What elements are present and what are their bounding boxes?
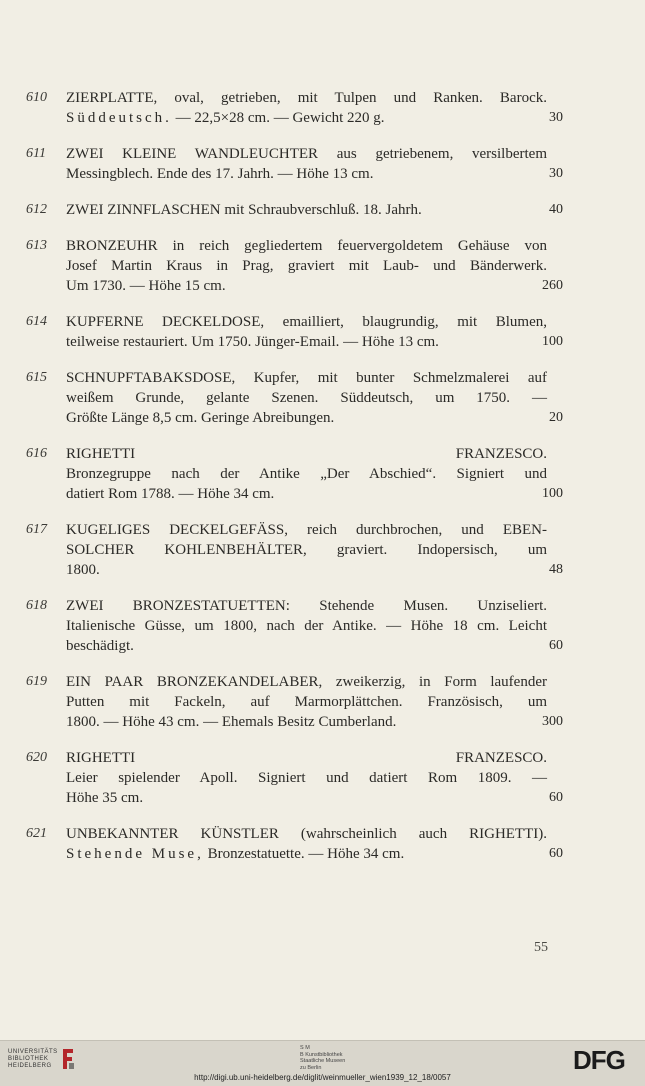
spaced-origin-text: Süddeutsch. bbox=[66, 110, 172, 126]
entry-text-line: weißem Grunde, gelante Szenen. Süddeutsch, um 1750. — bbox=[66, 390, 547, 406]
catalog-entry bbox=[0, 88, 563, 128]
entry-last-line bbox=[66, 844, 563, 864]
digitization-footer bbox=[0, 1040, 645, 1086]
lot-price: 60 bbox=[549, 790, 563, 805]
lot-number: 614 bbox=[26, 314, 47, 329]
museum-credit: S M B Kunstbibliothek Staatliche Museen zu Berlin bbox=[300, 1045, 346, 1071]
lot-price: 60 bbox=[549, 846, 563, 861]
entry-last-line bbox=[66, 408, 563, 428]
lot-price: 260 bbox=[542, 278, 563, 293]
catalog-entry bbox=[0, 144, 563, 184]
entry-last-line bbox=[66, 276, 563, 296]
lot-price: 60 bbox=[549, 638, 563, 653]
catalog-entry bbox=[0, 444, 563, 504]
spaced-origin-text: Stehende Muse, bbox=[66, 846, 204, 862]
entry-last-text: Höhe 35 cm. bbox=[66, 790, 144, 806]
catalog-entry bbox=[0, 596, 563, 656]
entry-last-line bbox=[66, 108, 563, 128]
entry-last-text: — 22,5×28 cm. — Gewicht 220 g. bbox=[171, 110, 385, 126]
lot-number: 612 bbox=[26, 202, 47, 217]
lot-number: 613 bbox=[26, 238, 47, 253]
source-url-link[interactable]: http://digi.ub.uni-heidelberg.de/diglit/weinmueller_wien1939_12_18/0057 bbox=[194, 1073, 451, 1082]
entry-last-line bbox=[66, 484, 563, 504]
lot-price: 40 bbox=[549, 202, 563, 217]
entry-text-line: RIGHETTI FRANZESCO. bbox=[66, 750, 547, 766]
entry-last-text: datiert Rom 1788. — Höhe 34 cm. bbox=[66, 486, 275, 502]
entry-last-text: Messingblech. Ende des 17. Jahrh. — Höhe 13 cm. bbox=[66, 166, 374, 182]
catalog-entry bbox=[0, 748, 563, 808]
catalog-entry bbox=[0, 200, 563, 220]
lot-number: 620 bbox=[26, 750, 47, 765]
entry-last-text: ZWEI ZINNFLASCHEN mit Schraubverschluß. 18. Jahrh. bbox=[66, 202, 422, 218]
catalog-entry bbox=[0, 824, 563, 864]
lot-price: 20 bbox=[549, 410, 563, 425]
lot-price: 100 bbox=[542, 334, 563, 349]
lot-price: 100 bbox=[542, 486, 563, 501]
entry-last-text: 1800. bbox=[66, 562, 100, 578]
entry-text-line: ZWEI BRONZESTATUETTEN: Stehende Musen. Unziseliert. bbox=[66, 598, 547, 614]
lot-price: 300 bbox=[542, 714, 563, 729]
entry-text-line: SOLCHER KOHLENBEHÄLTER, graviert. Indopersisch, um bbox=[66, 542, 547, 558]
entry-last-line bbox=[66, 636, 563, 656]
entry-last-line bbox=[66, 560, 563, 580]
lot-number: 619 bbox=[26, 674, 47, 689]
lot-number: 617 bbox=[26, 522, 47, 537]
lot-number: 610 bbox=[26, 90, 47, 105]
entry-last-line bbox=[66, 332, 563, 352]
entry-text-line: KUPFERNE DECKELDOSE, emailliert, blaugrundig, mit Blumen, bbox=[66, 314, 547, 330]
entry-text-line: ZWEI KLEINE WANDLEUCHTER aus getriebenem, versilbertem bbox=[66, 146, 547, 162]
lot-number: 611 bbox=[26, 146, 46, 161]
entry-text-line: Bronzegruppe nach der Antike „Der Abschied“. Signiert und bbox=[66, 466, 547, 482]
lot-number: 616 bbox=[26, 446, 47, 461]
entry-text-line: UNBEKANNTER KÜNSTLER (wahrscheinlich auch RIGHETTI). bbox=[66, 826, 547, 842]
entry-last-text: 1800. — Höhe 43 cm. — Ehemals Besitz Cumberland. bbox=[66, 714, 397, 730]
university-library-logo[interactable]: UNIVERSITÄTS BIBLIOTHEK HEIDELBERG bbox=[8, 1049, 58, 1069]
entry-last-text: teilweise restauriert. Um 1750. Jünger-Email. — Höhe 13 cm. bbox=[66, 334, 439, 350]
entry-text-line: Leier spielender Apoll. Signiert und datiert Rom 1809. — bbox=[66, 770, 547, 786]
lot-price: 48 bbox=[549, 562, 563, 577]
entry-last-line bbox=[66, 712, 563, 732]
dfg-logo[interactable]: DFG bbox=[573, 1045, 625, 1075]
entry-text-line: SCHNUPFTABAKSDOSE, Kupfer, mit bunter Schmelzmalerei auf bbox=[66, 370, 547, 386]
entry-last-line bbox=[66, 164, 563, 184]
entry-last-text: Um 1730. — Höhe 15 cm. bbox=[66, 278, 226, 294]
lot-price: 30 bbox=[549, 166, 563, 181]
entry-text-line: Putten mit Fackeln, auf Marmorplättchen. Französisch, um bbox=[66, 694, 547, 710]
entry-text-line: ZIERPLATTE, oval, getrieben, mit Tulpen und Ranken. Barock. bbox=[66, 90, 547, 106]
catalog-entries bbox=[0, 88, 645, 880]
entry-last-text: beschädigt. bbox=[66, 638, 134, 654]
entry-text-line: KUGELIGES DECKELGEFÄSS, reich durchbrochen, und EBEN- bbox=[66, 522, 547, 538]
catalog-entry bbox=[0, 236, 563, 296]
page-number: 55 bbox=[534, 940, 548, 955]
lot-number: 621 bbox=[26, 826, 47, 841]
entry-text-line: Josef Martin Kraus in Prag, graviert mit Laub- und Bänderwerk. bbox=[66, 258, 547, 274]
entry-text-line: EIN PAAR BRONZEKANDELABER, zweikerzig, in Form laufender bbox=[66, 674, 547, 690]
lot-number: 618 bbox=[26, 598, 47, 613]
catalog-entry bbox=[0, 368, 563, 428]
entry-last-line bbox=[66, 788, 563, 808]
heidelberg-mark-icon bbox=[60, 1047, 76, 1071]
entry-text-line: RIGHETTI FRANZESCO. bbox=[66, 446, 547, 462]
lot-price: 30 bbox=[549, 110, 563, 125]
catalog-entry bbox=[0, 520, 563, 580]
entry-text-line: BRONZEUHR in reich gegliedertem feuervergoldetem Gehäuse von bbox=[66, 238, 547, 254]
catalog-entry bbox=[0, 312, 563, 352]
catalog-entry bbox=[0, 672, 563, 732]
entry-last-text: Größte Länge 8,5 cm. Geringe Abreibungen. bbox=[66, 410, 335, 426]
entry-last-line bbox=[66, 200, 563, 220]
entry-last-text: Bronzestatuette. — Höhe 34 cm. bbox=[203, 846, 405, 862]
entry-text-line: Italienische Güsse, um 1800, nach der Antike. — Höhe 18 cm. Leicht bbox=[66, 618, 547, 634]
lot-number: 615 bbox=[26, 370, 47, 385]
